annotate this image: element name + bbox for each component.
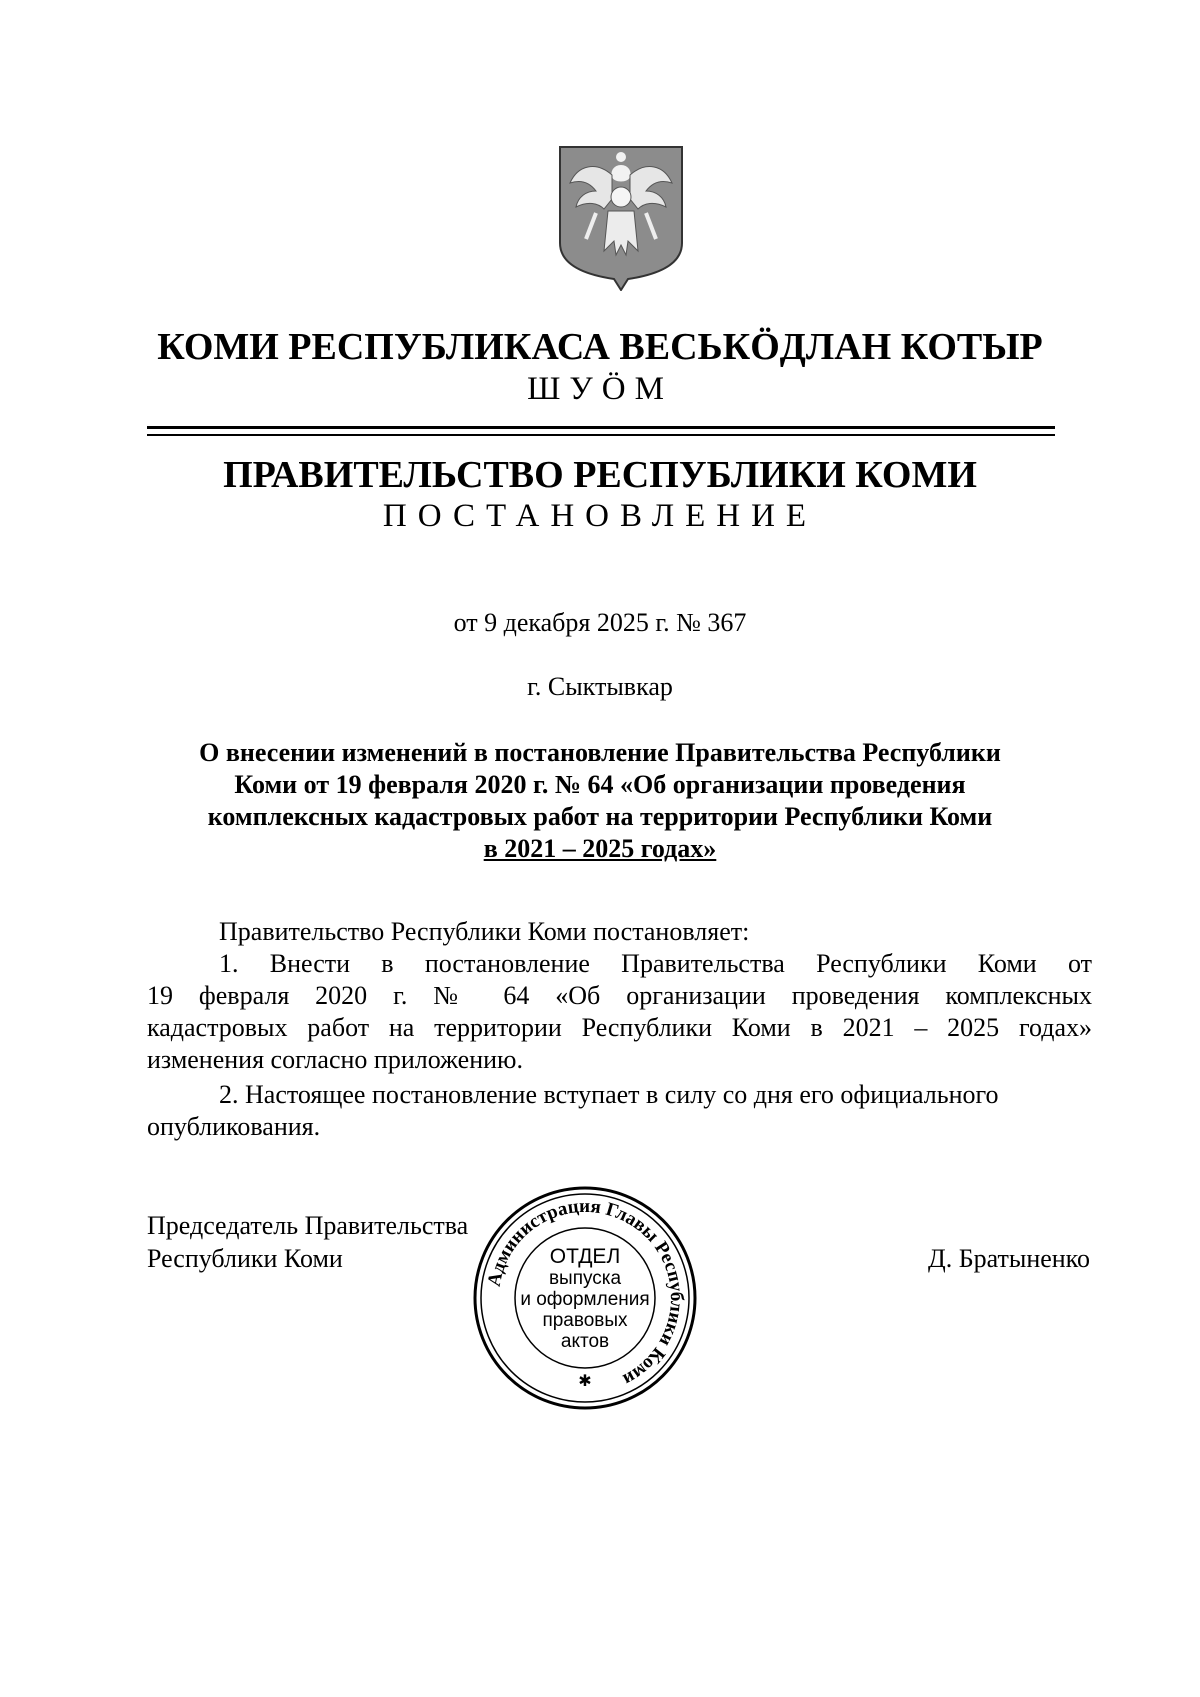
- heading-line: комплексных кадастровых работ на территории Республики Коми: [207, 802, 993, 831]
- seal-ring-text: Администрация Главы Республики Коми: [483, 1195, 688, 1391]
- doc-type-title: ПОСТАНОВЛЕНИЕ: [382, 498, 818, 534]
- doc-date-number: от 9 декабря 2025 г. № 367: [453, 608, 747, 637]
- seal-center-line: выпуска: [548, 1268, 622, 1289]
- seal-star-icon: ✱: [578, 1371, 592, 1390]
- doc-city: г. Сыктывкар: [527, 672, 673, 701]
- doc-heading: [0, 737, 1200, 865]
- paragraph-2-line: 2. Настоящее постановление вступает в силу со дня его официального: [219, 1080, 999, 1109]
- paragraph-2-line: опубликования.: [147, 1112, 321, 1141]
- official-seal-stamp: [470, 1183, 700, 1413]
- seal-center-line: актов: [560, 1331, 610, 1352]
- header-divider-thin: [147, 434, 1055, 436]
- signatory-name: Д. Братыненко: [927, 1244, 1090, 1273]
- paragraph-1-line: 19 февраля 2020 г. № 64 «Об организации проведения комплексных: [147, 981, 1092, 1010]
- header-divider-thick: [147, 426, 1055, 429]
- seal-center-line: правовых: [542, 1310, 628, 1331]
- heading-line-underlined: в 2021 – 2025 годах»: [483, 834, 717, 863]
- komi-doc-type: ШУӦМ: [527, 371, 673, 407]
- gov-org-title: ПРАВИТЕЛЬСТВО РЕСПУБЛИКИ КОМИ: [223, 454, 977, 496]
- heading-line: О внесении изменений в постановление Правительства Республики: [199, 738, 1001, 767]
- heading-line: Коми от 19 февраля 2020 г. № 64 «Об организации проведения: [234, 770, 966, 799]
- coat-of-arms-emblem: [556, 143, 686, 291]
- seal-center-line: и оформления: [520, 1289, 650, 1310]
- paragraph-1-line: кадастровых работ на территории Республики Коми в 2021 – 2025 годах»: [147, 1013, 1092, 1042]
- paragraph-1-line: изменения согласно приложению.: [147, 1045, 523, 1074]
- seal-center-line: ОТДЕЛ: [549, 1245, 621, 1268]
- intro-paragraph: Правительство Республики Коми постановляет:: [219, 917, 750, 946]
- paragraph-1-line: 1. Внести в постановление Правительства Республики Коми от: [219, 949, 1092, 978]
- komi-org-title: КОМИ РЕСПУБЛИКАСА ВЕСЬКӦДЛАН КОТЫР: [157, 326, 1043, 368]
- signatory-title-line: Председатель Правительства: [147, 1211, 469, 1240]
- signatory-title-line: Республики Коми: [147, 1244, 343, 1273]
